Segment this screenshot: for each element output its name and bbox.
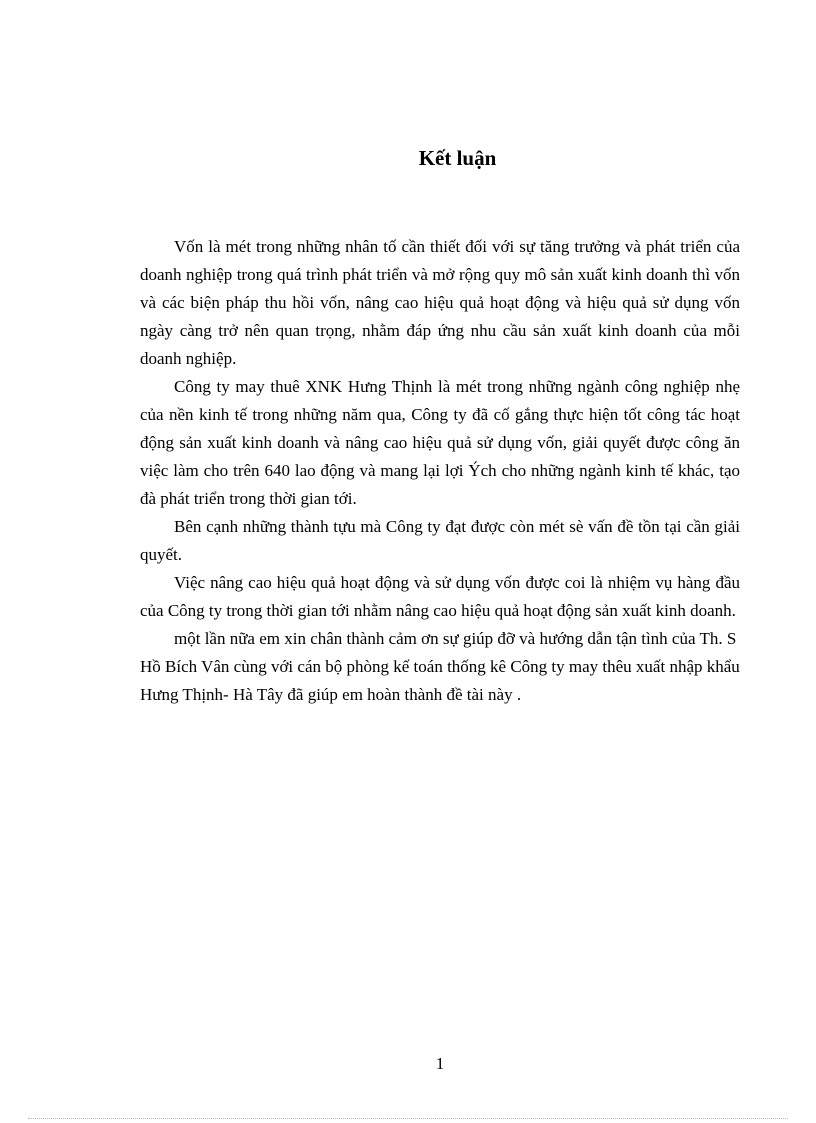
paragraph-1: Vốn là mét trong những nhân tố cần thiết đối với sự tăng trưởng và phát triển của doanh nghiệp trong quá trình phát triển và mở rộng quy mô sản xuất kinh doanh thì vốn và các biện pháp thu hồi vốn, nâng cao hiệu quả hoạt động và hiệu quả sử dụng vốn ngày càng trở nên quan trọng, nhằm đáp ứng nhu cầu sản xuất kinh doanh của mỗi doanh nghiệp.	[140, 237, 740, 368]
paragraph-4: Việc nâng cao hiệu quả hoạt động và sử dụng vốn được coi là nhiệm vụ hàng đầu của Công ty trong thời gian tới nhằm nâng cao hiệu quả hoạt động sản xuất kinh doanh.	[140, 573, 740, 620]
paragraph-2: Công ty may thuê XNK Hưng Thịnh là mét trong những ngành công nghiệp nhẹ của nền kinh tế trong những năm qua, Công ty đã cố gắng thực hiện tốt công tác hoạt động sản xuất kinh doanh và nâng cao hiệu quả sử dụng vốn, giải quyết được công ăn việc làm cho trên 640 lao động và mang lại lợi Ých cho những ngành kinh tế khác, tạo đà phát triển trong thời gian tới.	[140, 377, 740, 508]
page-number: 1	[435, 1054, 445, 1073]
paragraph-3: Bên cạnh những thành tựu mà Công ty đạt được còn mét sè vấn đề tồn tại cần giải quyết.	[140, 517, 740, 564]
paragraph-5: một lần nữa em xin chân thành cảm ơn sự giúp đỡ và hướng dẫn tận tình của Th. S Hồ Bích Vân cùng với cán bộ phòng kế toán thống kê Công ty may thêu xuất nhập khẩu Hưng Thịnh- Hà Tây đã giúp em hoàn thành đề tài này .	[140, 629, 740, 704]
page-title: Kết luận	[418, 146, 497, 170]
page-bottom-divider	[28, 1118, 788, 1119]
document-body	[140, 233, 740, 709]
